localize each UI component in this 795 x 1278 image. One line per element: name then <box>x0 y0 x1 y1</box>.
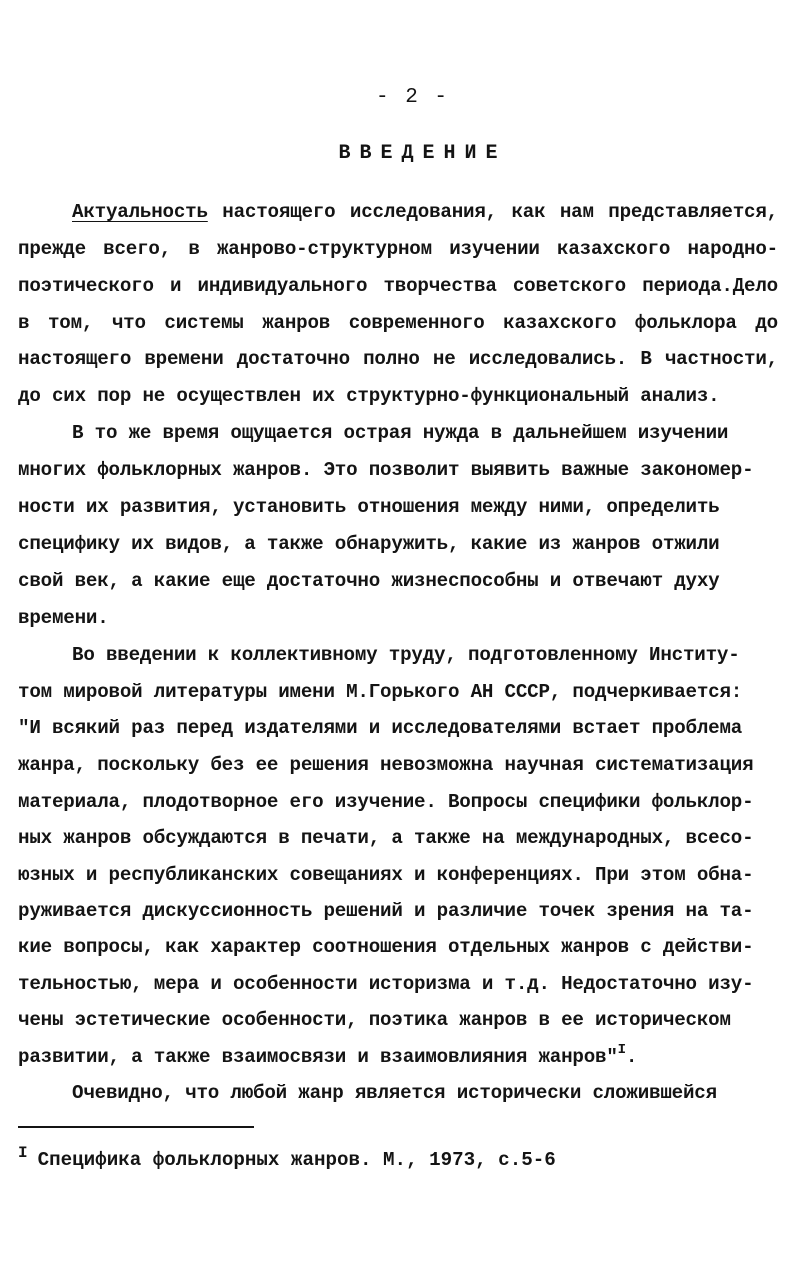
footnote <box>18 1138 556 1175</box>
paragraph-1-line-2: прежде всего, в жанрово-структурном изучении казахского народно- <box>18 238 778 260</box>
paragraph-2-line-3: ности их развития, установить отношения между ними, определить <box>18 496 720 518</box>
paragraph-3-line-3: "И всякий раз перед издателями и исследователями встает проблема <box>18 717 743 739</box>
paragraph-3-line-11: чены эстетические особенности, поэтика жанров в ее историческом <box>18 1009 731 1031</box>
paragraph-3-line-5: материала, плодотворное его изучение. Вопросы специфики фольклор- <box>18 791 754 813</box>
paragraph-1-line-4: в том, что системы жанров современного казахского фольклора до <box>18 312 778 334</box>
footnote-text: Специфика фольклорных жанров. М., 1973, с.5-6 <box>37 1149 556 1171</box>
paragraph-2-line-2: многих фольклорных жанров. Это позволит выявить важные закономер- <box>18 459 754 481</box>
paragraph-3-line-1: Во введении к коллективному труду, подготовленному Институ- <box>72 644 740 666</box>
footnote-reference[interactable]: I <box>617 1042 626 1058</box>
paragraph-3-line-9: кие вопросы, как характер соотношения отдельных жанров с действи- <box>18 936 754 958</box>
paragraph-3-line-8: руживается дискуссионность решений и различие точек зрения на та- <box>18 900 754 922</box>
paragraph-3-line-4: жанра, поскольку без ее решения невозможна научная систематизация <box>18 754 754 776</box>
paragraph-1-line-1 <box>72 197 778 227</box>
paragraph-4-line-1: Очевидно, что любой жанр является исторически сложившейся <box>72 1082 717 1104</box>
underlined-keyword: Актуальность <box>72 201 208 223</box>
paragraph-1-line-6: до сих пор не осуществлен их структурно-функциональный анализ. <box>18 385 720 407</box>
paragraph-3-line-7: юзных и республиканских совещаниях и конференциях. При этом обна- <box>18 864 754 886</box>
paragraph-3-line-12 <box>18 1042 778 1072</box>
footnote-marker: I <box>18 1144 28 1162</box>
paragraph-2-line-1: В то же время ощущается острая нужда в дальнейшем изучении <box>72 422 729 444</box>
line-text: развитии, а также взаимосвязи и взаимовлияния жанров" <box>18 1046 618 1068</box>
paragraph-3-line-2: том мировой литературы имени М.Горького АН СССР, подчеркивается: <box>18 681 743 703</box>
paragraph-1-line-5: настоящего времени достаточно полно не исследовались. В частности, <box>18 348 778 370</box>
line-text: настоящего исследования, как нам представляется, <box>207 201 778 223</box>
page-number: - 2 - <box>375 86 449 109</box>
paragraph-2-line-6: времени. <box>18 607 109 629</box>
paragraph-3-line-6: ных жанров обсуждаются в печати, а также на международных, всесо- <box>18 827 754 849</box>
paragraph-2-line-5: свой век, а какие еще достаточно жизнеспособны и отвечают духу <box>18 570 720 592</box>
footnote-divider <box>18 1126 254 1128</box>
line-end: . <box>625 1046 638 1068</box>
paragraph-1-line-3: поэтического и индивидуального творчества советского периода.Дело <box>18 275 778 297</box>
paragraph-3-line-10: тельностью, мера и особенности историзма и т.д. Недостаточно изу- <box>18 973 754 995</box>
paragraph-2-line-4: специфику их видов, а также обнаружить, какие из жанров отжили <box>18 533 720 555</box>
page-title: ВВЕДЕНИЕ <box>338 142 507 165</box>
